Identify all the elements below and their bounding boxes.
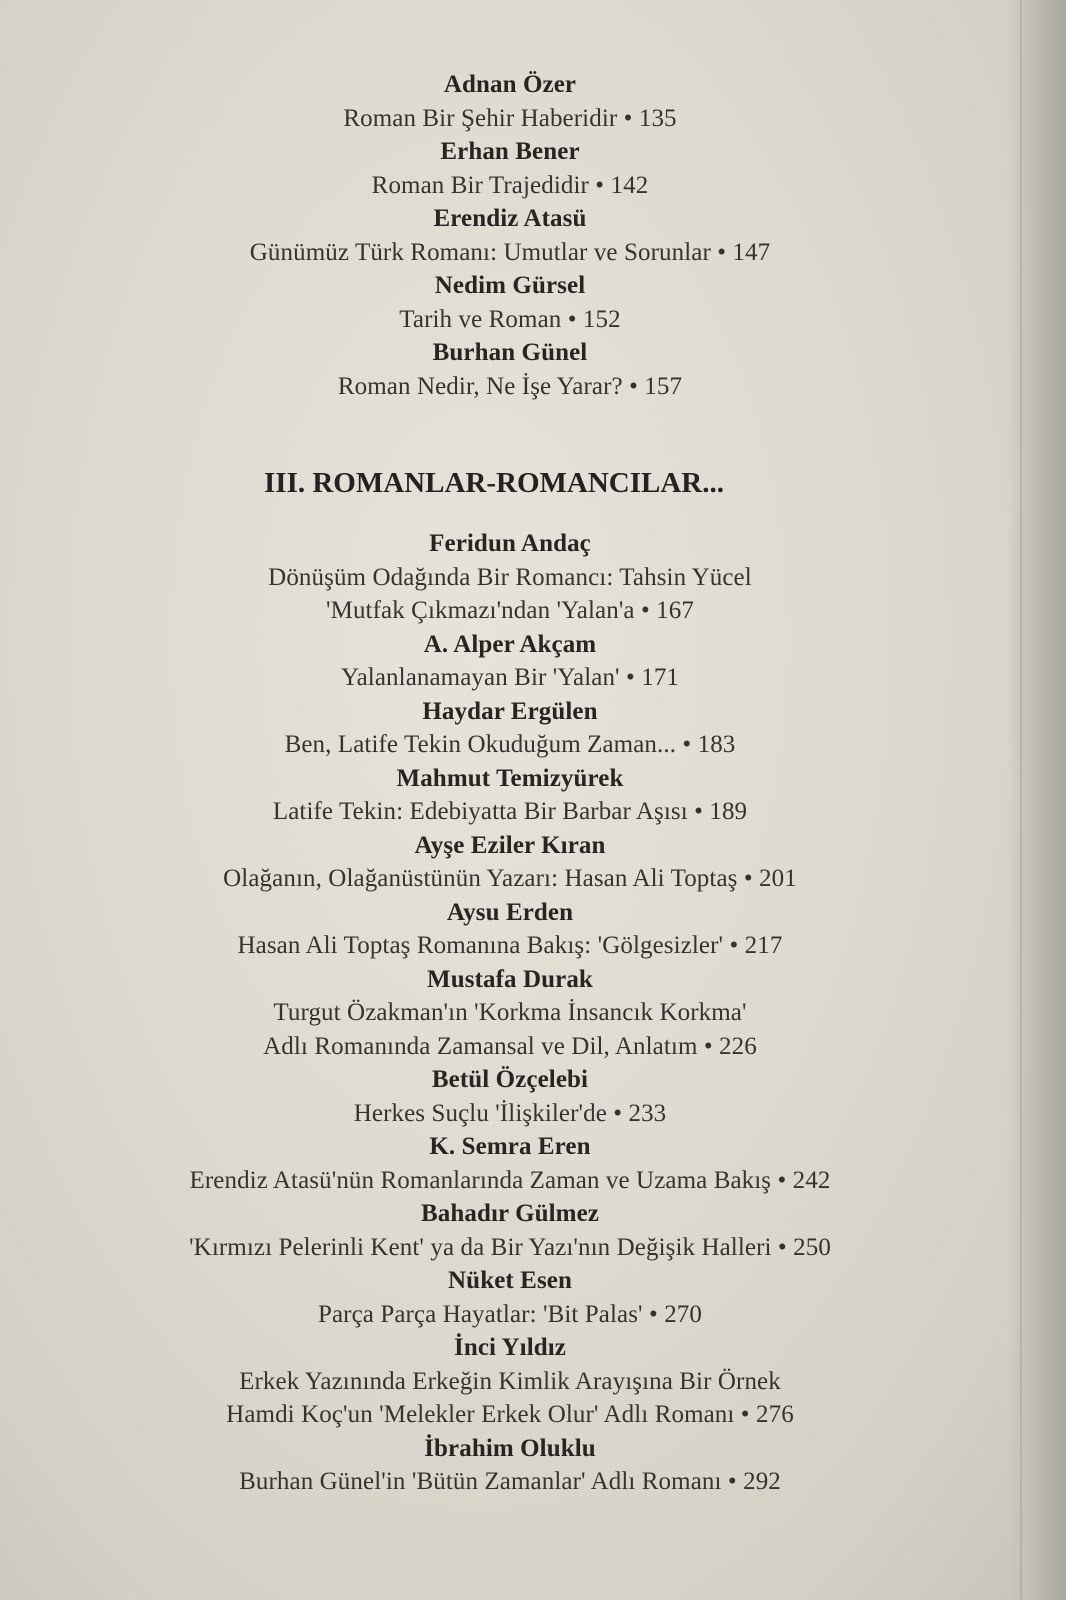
- table-of-contents: [140, 68, 880, 1499]
- toc-title: Adlı Romanında Zamansal ve Dil, Anlatım • 226: [263, 1032, 757, 1060]
- toc-author: Burhan Günel: [432, 339, 588, 366]
- toc-author: Feridun Andaç: [429, 530, 591, 557]
- toc-author: Erhan Bener: [440, 138, 580, 165]
- toc-author: Betül Özçelebi: [431, 1066, 589, 1093]
- toc-author: Haydar Ergülen: [422, 697, 598, 725]
- page-edge-line: [1020, 0, 1022, 1600]
- toc-title: Roman Bir Trajedidir • 142: [371, 171, 649, 199]
- toc-author: Ayşe Eziler Kıran: [414, 831, 606, 859]
- toc-author: İnci Yıldız: [454, 1334, 566, 1361]
- section-heading: III. ROMANLAR-ROMANCILAR...: [264, 467, 724, 499]
- toc-author: İbrahim Oluklu: [424, 1434, 596, 1462]
- toc-title: Erkek Yazınında Erkeğin Kimlik Arayışına Bir Örnek: [239, 1367, 781, 1395]
- toc-title: Tarih ve Roman • 152: [399, 305, 621, 333]
- toc-title: Herkes Suçlu 'İlişkiler'de • 233: [353, 1099, 667, 1127]
- toc-title: Hamdi Koç'un 'Melekler Erkek Olur' Adlı Romanı • 276: [226, 1401, 794, 1428]
- toc-title: Dönüşüm Odağında Bir Romancı: Tahsin Yücel: [268, 563, 752, 591]
- toc-title: Roman Bir Şehir Haberidir • 135: [343, 104, 677, 132]
- toc-title: Latife Tekin: Edebiyatta Bir Barbar Aşısı • 189: [272, 798, 748, 825]
- toc-title: Ben, Latife Tekin Okuduğum Zaman... • 183: [284, 731, 736, 758]
- toc-title: Roman Nedir, Ne İşe Yarar? • 157: [337, 372, 683, 400]
- toc-title: Erendiz Atasü'nün Romanlarında Zaman ve Uzama Bakış • 242: [189, 1166, 831, 1194]
- toc-author: Nedim Gürsel: [434, 272, 586, 299]
- toc-title: 'Mutfak Çıkmazı'ndan 'Yalan'a • 167: [326, 597, 694, 624]
- toc-author: Aysu Erden: [446, 898, 574, 926]
- toc-title: Günümüz Türk Romanı: Umutlar ve Sorunlar • 147: [249, 238, 771, 266]
- toc-title: Hasan Ali Toptaş Romanına Bakış: 'Gölgesizler' • 217: [237, 932, 783, 959]
- toc-author: A. Alper Akçam: [423, 630, 597, 658]
- toc-title: Parça Parça Hayatlar: 'Bit Palas' • 270: [317, 1300, 703, 1328]
- toc-author: Adnan Özer: [443, 71, 577, 98]
- toc-author: Nüket Esen: [448, 1267, 572, 1294]
- toc-title: 'Kırmızı Pelerinli Kent' ya da Bir Yazı'nın Değişik Halleri • 250: [189, 1233, 831, 1261]
- toc-author: Mustafa Durak: [427, 965, 593, 993]
- part-two-list: [140, 68, 880, 403]
- toc-author: Bahadır Gülmez: [420, 1200, 600, 1227]
- toc-author: K. Semra Eren: [429, 1133, 591, 1160]
- toc-title: Olağanın, Olağanüstünün Yazarı: Hasan Ali Toptaş • 201: [223, 865, 797, 892]
- toc-title: Turgut Özakman'ın 'Korkma İnsancık Korkma': [273, 999, 747, 1026]
- toc-title: Burhan Günel'in 'Bütün Zamanlar' Adlı Romanı • 292: [239, 1468, 781, 1495]
- toc-author: Erendiz Atasü: [433, 205, 587, 232]
- toc-title: Yalanlanamayan Bir 'Yalan' • 171: [340, 664, 680, 691]
- toc-author: Mahmut Temizyürek: [396, 764, 624, 792]
- page-edge-shadow: [1006, 0, 1066, 1600]
- part-three-list: [140, 527, 880, 1499]
